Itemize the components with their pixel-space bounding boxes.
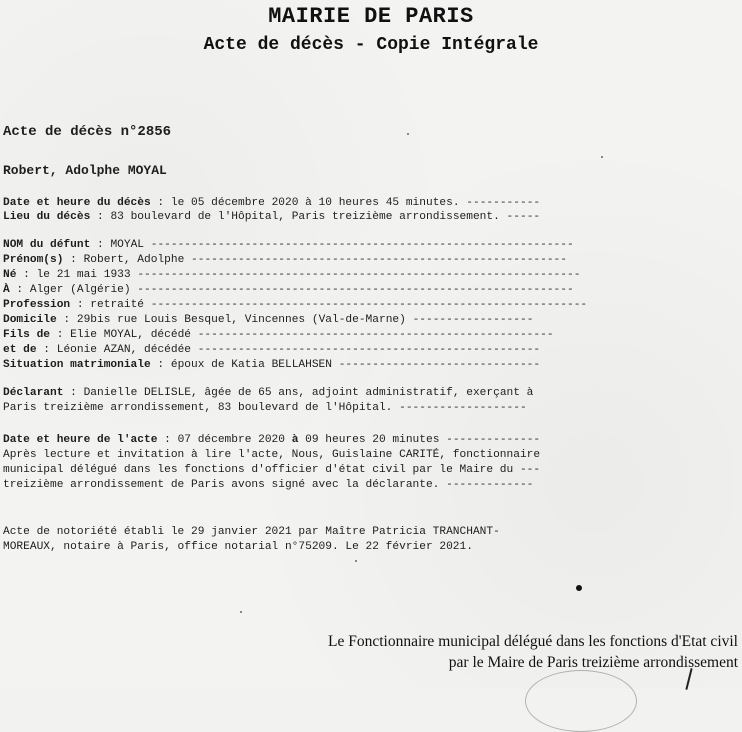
acte-date-line: Date et heure de l'acte : 07 décembre 2020 à 09 heures 20 minutes -------------- (3, 434, 541, 446)
person-name: Robert, Adolphe MOYAL (3, 163, 167, 178)
acte-text-line: treizième arrondissement de Paris avons signé avec la déclarante. ------------- (3, 479, 534, 491)
signature-title-line2: par le Maire de Paris treizième arrondissement (448, 654, 738, 671)
field-line: Profession : retraité ----------------------------------------------------------------- (3, 299, 588, 311)
speck (601, 156, 603, 158)
acte-text-line: municipal délégué dans les fonctions d'officier d'état civil par le Maire du --- (3, 464, 541, 476)
notoriete-line: MOREAUX, notaire à Paris, office notarial n°75209. Le 22 février 2021. (3, 541, 473, 553)
ink-dot (576, 585, 582, 591)
signature-title-line1: Le Fonctionnaire municipal délégué dans les fonctions d'Etat civil (328, 633, 738, 650)
field-line: Date et heure du décès : le 05 décembre 2020 à 10 heures 45 minutes. ----------- (3, 197, 541, 209)
field-line: Lieu du décès : 83 boulevard de l'Hôpital, Paris treizième arrondissement. ----- (3, 211, 541, 223)
speck (240, 611, 242, 613)
field-line: Fils de : Elie MOYAL, décédé ----------------------------------------------------- (3, 329, 554, 341)
notoriete-line: Acte de notoriété établi le 29 janvier 2021 par Maître Patricia TRANCHANT- (3, 526, 500, 538)
acte-text-line: Après lecture et invitation à lire l'acte, Nous, Guislaine CARITÉ, fonctionnaire (3, 449, 541, 461)
field-line: NOM du défunt : MOYAL --------------------------------------------------------------- (3, 239, 574, 251)
speck (407, 133, 409, 135)
field-line: Domicile : 29bis rue Louis Besquel, Vincennes (Val-de-Marne) ------------------ (3, 314, 534, 326)
declarant-line: Paris treizième arrondissement, 83 boulevard de l'Hôpital. ------------------- (3, 402, 527, 414)
field-line: À : Alger (Algérie) ----------------------------------------------------------------- (3, 284, 574, 296)
document-title: MAIRIE DE PARIS (268, 4, 474, 29)
act-number: Acte de décès n°2856 (3, 124, 172, 140)
field-line: Situation matrimoniale : époux de Katia BELLAHSEN ------------------------------ (3, 359, 541, 371)
field-line: et de : Léonie AZAN, décédée --------------------------------------------------- (3, 344, 541, 356)
declarant-line: Déclarant : Danielle DELISLE, âgée de 65 ans, adjoint administratif, exerçant à (3, 387, 534, 399)
speck (355, 560, 357, 562)
official-stamp (525, 670, 637, 732)
field-line: Prénom(s) : Robert, Adolphe -------------------------------------------------------- (3, 254, 567, 266)
document-subtitle: Acte de décès - Copie Intégrale (203, 35, 539, 55)
field-line: Né : le 21 mai 1933 ------------------------------------------------------------------ (3, 269, 581, 281)
